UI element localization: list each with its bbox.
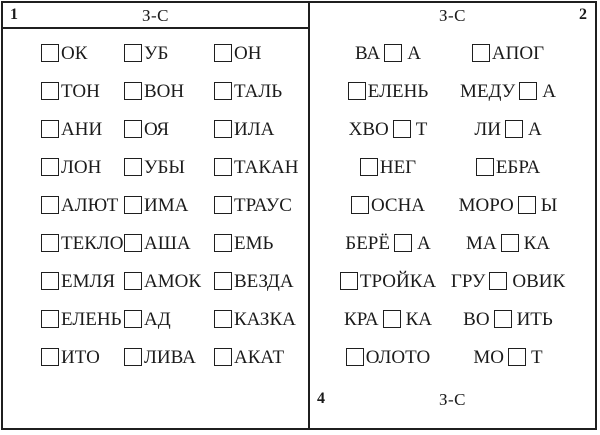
word-suffix: АПОГ [491,42,545,64]
answer-box[interactable] [214,158,232,176]
word-item [450,262,566,300]
word-prefix: ЛИ [474,118,501,140]
answer-box[interactable] [124,234,142,252]
word-item [458,148,558,186]
word-suffix: АМОК [144,270,202,292]
word-item [41,300,124,338]
word-suffix: Ы [540,194,558,216]
answer-box[interactable] [518,196,536,214]
word-item [124,72,214,110]
word-suffix: ОЛОТО [365,346,431,368]
worksheet-page [1,1,597,430]
right-panel [310,3,595,428]
word-suffix: НЕГ [379,156,417,178]
answer-box[interactable] [519,82,537,100]
word-suffix: УБ [144,42,169,64]
answer-box[interactable] [394,234,412,252]
footer-title: З-С [438,390,467,409]
answer-box[interactable] [124,196,142,214]
answer-box[interactable] [508,348,526,366]
answer-box[interactable] [124,82,142,100]
word-item [41,186,124,224]
word-suffix: КА [405,308,432,330]
word-prefix: МОРО [458,194,514,216]
answer-box[interactable] [476,158,494,176]
word-item [458,338,558,376]
word-prefix: ХВО [348,118,389,140]
word-suffix: ВЕЗДА [234,270,294,292]
answer-box[interactable] [41,234,59,252]
word-item [318,72,458,110]
word-item [458,110,558,148]
word-suffix: АША [144,232,191,254]
word-item [124,300,214,338]
word-item [458,300,558,338]
right-panel-number: 2 [579,6,587,23]
word-prefix: МО [473,346,504,368]
word-item [41,262,124,300]
left-panel-header-row [3,3,308,29]
word-item [41,224,124,262]
answer-box[interactable] [351,196,369,214]
answer-box[interactable] [501,234,519,252]
right-panel-title: З-С [438,6,467,25]
word-prefix: МА [465,232,497,254]
answer-box[interactable] [505,120,523,138]
word-prefix: ВА [355,42,381,64]
word-suffix: А [527,118,542,140]
word-item [458,224,558,262]
word-suffix: ИМА [144,194,189,216]
left-panel-title: З-С [141,6,170,25]
answer-box[interactable] [41,310,59,328]
word-item [458,186,558,224]
word-suffix: УБЫ [144,156,185,178]
word-suffix: АЛЮТ [61,194,119,216]
word-suffix: Т [415,118,428,140]
word-item [41,338,124,376]
word-suffix: ОЯ [144,118,170,140]
answer-box[interactable] [41,348,59,366]
left-panel [3,3,308,428]
word-item [41,34,124,72]
word-item [41,72,124,110]
answer-box[interactable] [214,120,232,138]
word-item [318,224,458,262]
answer-box[interactable] [41,196,59,214]
answer-box[interactable] [124,272,142,290]
answer-box[interactable] [383,310,401,328]
word-prefix: ГРУ [450,270,486,292]
word-item [318,186,458,224]
word-item [124,338,214,376]
answer-box[interactable] [489,272,507,290]
word-item [124,110,214,148]
word-suffix: ЛИВА [144,346,196,368]
answer-box[interactable] [124,158,142,176]
right-panel-header-row [310,3,595,27]
word-suffix: ЕЛЕНЬ [61,308,122,330]
word-item [41,110,124,148]
word-suffix: КАЗКА [234,308,296,330]
answer-box[interactable] [124,44,142,62]
answer-box[interactable] [214,272,232,290]
word-suffix: ОН [234,42,262,64]
answer-box[interactable] [384,44,402,62]
word-suffix: ЛОН [61,156,102,178]
word-item [318,338,458,376]
word-suffix: ОВИК [512,270,566,292]
word-prefix: МЕДУ [460,80,516,102]
word-suffix: Т [531,346,543,368]
word-suffix: А [542,80,556,102]
answer-box[interactable] [124,120,142,138]
answer-box[interactable] [41,44,59,62]
answer-box[interactable] [41,82,59,100]
word-item [318,110,458,148]
footer-number: 4 [317,390,325,407]
word-item [318,148,458,186]
word-item [318,262,458,300]
word-item [41,148,124,186]
word-suffix: АКАТ [234,346,285,368]
answer-box[interactable] [41,158,59,176]
right-word-grid [318,34,581,376]
answer-box[interactable] [360,158,378,176]
word-item [124,186,214,224]
word-suffix: ВОН [144,80,185,102]
word-suffix: А [407,42,421,64]
answer-box[interactable] [41,120,59,138]
word-suffix: АД [144,308,171,330]
answer-box[interactable] [472,44,490,62]
word-suffix: ОСНА [370,194,426,216]
word-item [318,34,458,72]
word-item [458,72,558,110]
right-panel-footer-row [310,388,595,410]
word-suffix: ИТО [61,346,100,368]
left-panel-number: 1 [10,6,18,23]
answer-box[interactable] [494,310,512,328]
left-word-grid [41,34,329,376]
word-suffix: ЕМЬ [234,232,274,254]
word-prefix: КРА [344,308,379,330]
answer-box[interactable] [41,272,59,290]
word-suffix: ТРОЙКА [359,270,437,292]
word-suffix: ОК [61,42,88,64]
word-suffix: ТОН [61,80,100,102]
word-suffix: АНИ [61,118,103,140]
answer-box[interactable] [348,82,366,100]
word-suffix: ЕБРА [495,156,541,178]
word-item [124,262,214,300]
answer-box[interactable] [340,272,358,290]
answer-box[interactable] [346,348,364,366]
word-suffix: ТРАУС [234,194,292,216]
answer-box[interactable] [214,82,232,100]
answer-box[interactable] [214,234,232,252]
word-suffix: А [416,232,431,254]
answer-box[interactable] [214,310,232,328]
answer-box[interactable] [124,310,142,328]
word-item [124,148,214,186]
word-prefix: БЕРЁ [345,232,390,254]
answer-box[interactable] [124,348,142,366]
word-suffix: ИЛА [234,118,275,140]
word-item [318,300,458,338]
answer-box[interactable] [393,120,411,138]
word-suffix: ТАЛЬ [234,80,283,102]
word-suffix: КА [523,232,551,254]
word-suffix: ИТЬ [516,308,553,330]
word-prefix: ВО [463,308,490,330]
answer-box[interactable] [214,44,232,62]
answer-box[interactable] [214,196,232,214]
word-item [124,34,214,72]
word-suffix: ТАКАН [234,156,299,178]
word-item [124,224,214,262]
word-suffix: ЕЛЕНЬ [367,80,429,102]
answer-box[interactable] [214,348,232,366]
word-suffix: ЕМЛЯ [61,270,116,292]
word-item [458,34,558,72]
word-suffix: ТЕКЛО [61,232,124,254]
